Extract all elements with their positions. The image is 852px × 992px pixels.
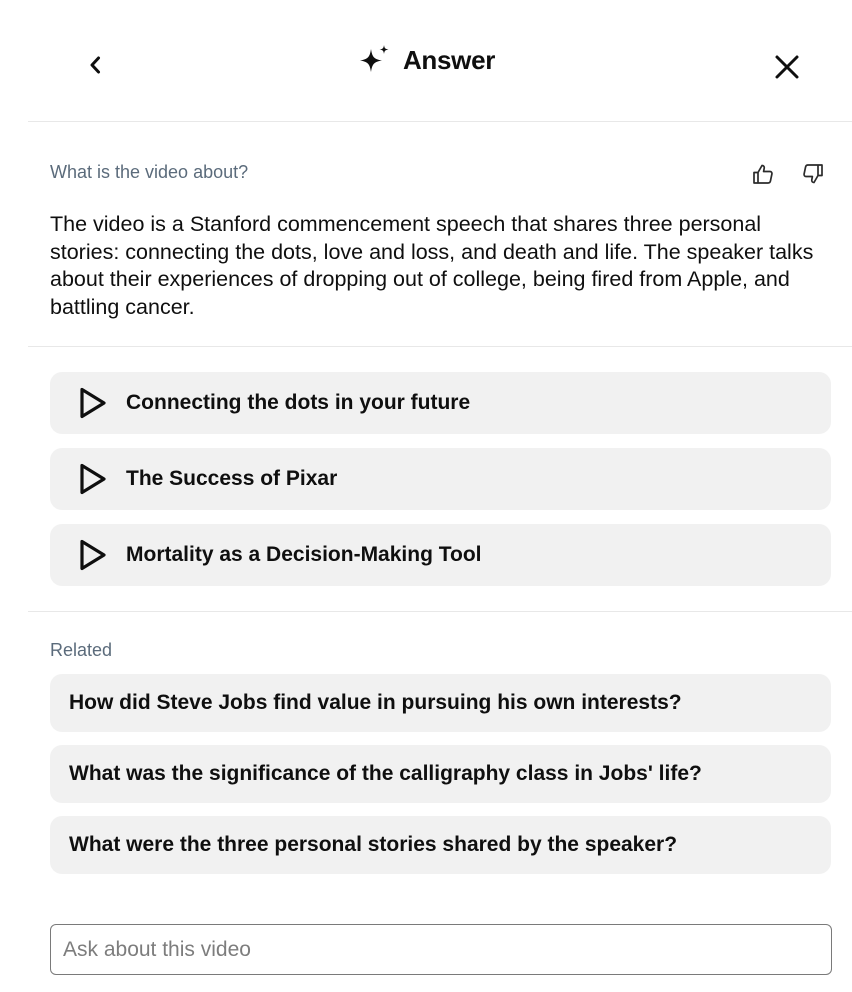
thumbs-up-icon bbox=[751, 162, 775, 186]
related-heading: Related bbox=[50, 640, 113, 660]
panel-header bbox=[0, 0, 852, 122]
chapter-label: The Success of Pixar bbox=[126, 467, 338, 490]
close-icon bbox=[774, 54, 800, 80]
panel-title: Answer bbox=[402, 44, 496, 75]
chapter-button-2[interactable] bbox=[50, 448, 831, 510]
related-question-label: What was the significance of the calligraphy class in Jobs' life? bbox=[69, 762, 702, 785]
chapter-label: Connecting the dots in your future bbox=[126, 391, 471, 414]
thumbs-up-button[interactable] bbox=[749, 160, 777, 188]
play-icon bbox=[78, 462, 108, 496]
answer-divider bbox=[28, 346, 852, 347]
header-divider bbox=[28, 121, 852, 122]
chapter-button-1[interactable] bbox=[50, 372, 831, 434]
ask-input[interactable] bbox=[50, 924, 832, 975]
panel-title-group bbox=[0, 40, 852, 80]
related-question-label: What were the three personal stories shared by the speaker? bbox=[69, 833, 678, 856]
chapter-button-3[interactable] bbox=[50, 524, 831, 586]
related-question-3[interactable] bbox=[50, 816, 831, 874]
close-button[interactable] bbox=[766, 46, 808, 88]
thumbs-down-button[interactable] bbox=[799, 160, 827, 188]
play-icon bbox=[78, 538, 108, 572]
play-icon bbox=[78, 386, 108, 420]
related-question-label: How did Steve Jobs find value in pursuing his own interests? bbox=[69, 691, 682, 714]
chapter-label: Mortality as a Decision-Making Tool bbox=[126, 543, 482, 566]
related-question-2[interactable] bbox=[50, 745, 831, 803]
chapters-divider bbox=[28, 611, 852, 612]
thumbs-down-icon bbox=[801, 162, 825, 186]
related-question-1[interactable] bbox=[50, 674, 831, 732]
question-text: What is the video about? bbox=[50, 162, 249, 182]
answer-text: The video is a Stanford commencement speech that shares three personal stories: connecting the dots, love and loss, and death and life. The speaker talks about their experiences of dropping out of college, being fired from Apple, and battling cancer. bbox=[50, 212, 814, 319]
sparkle-icon bbox=[357, 44, 391, 76]
